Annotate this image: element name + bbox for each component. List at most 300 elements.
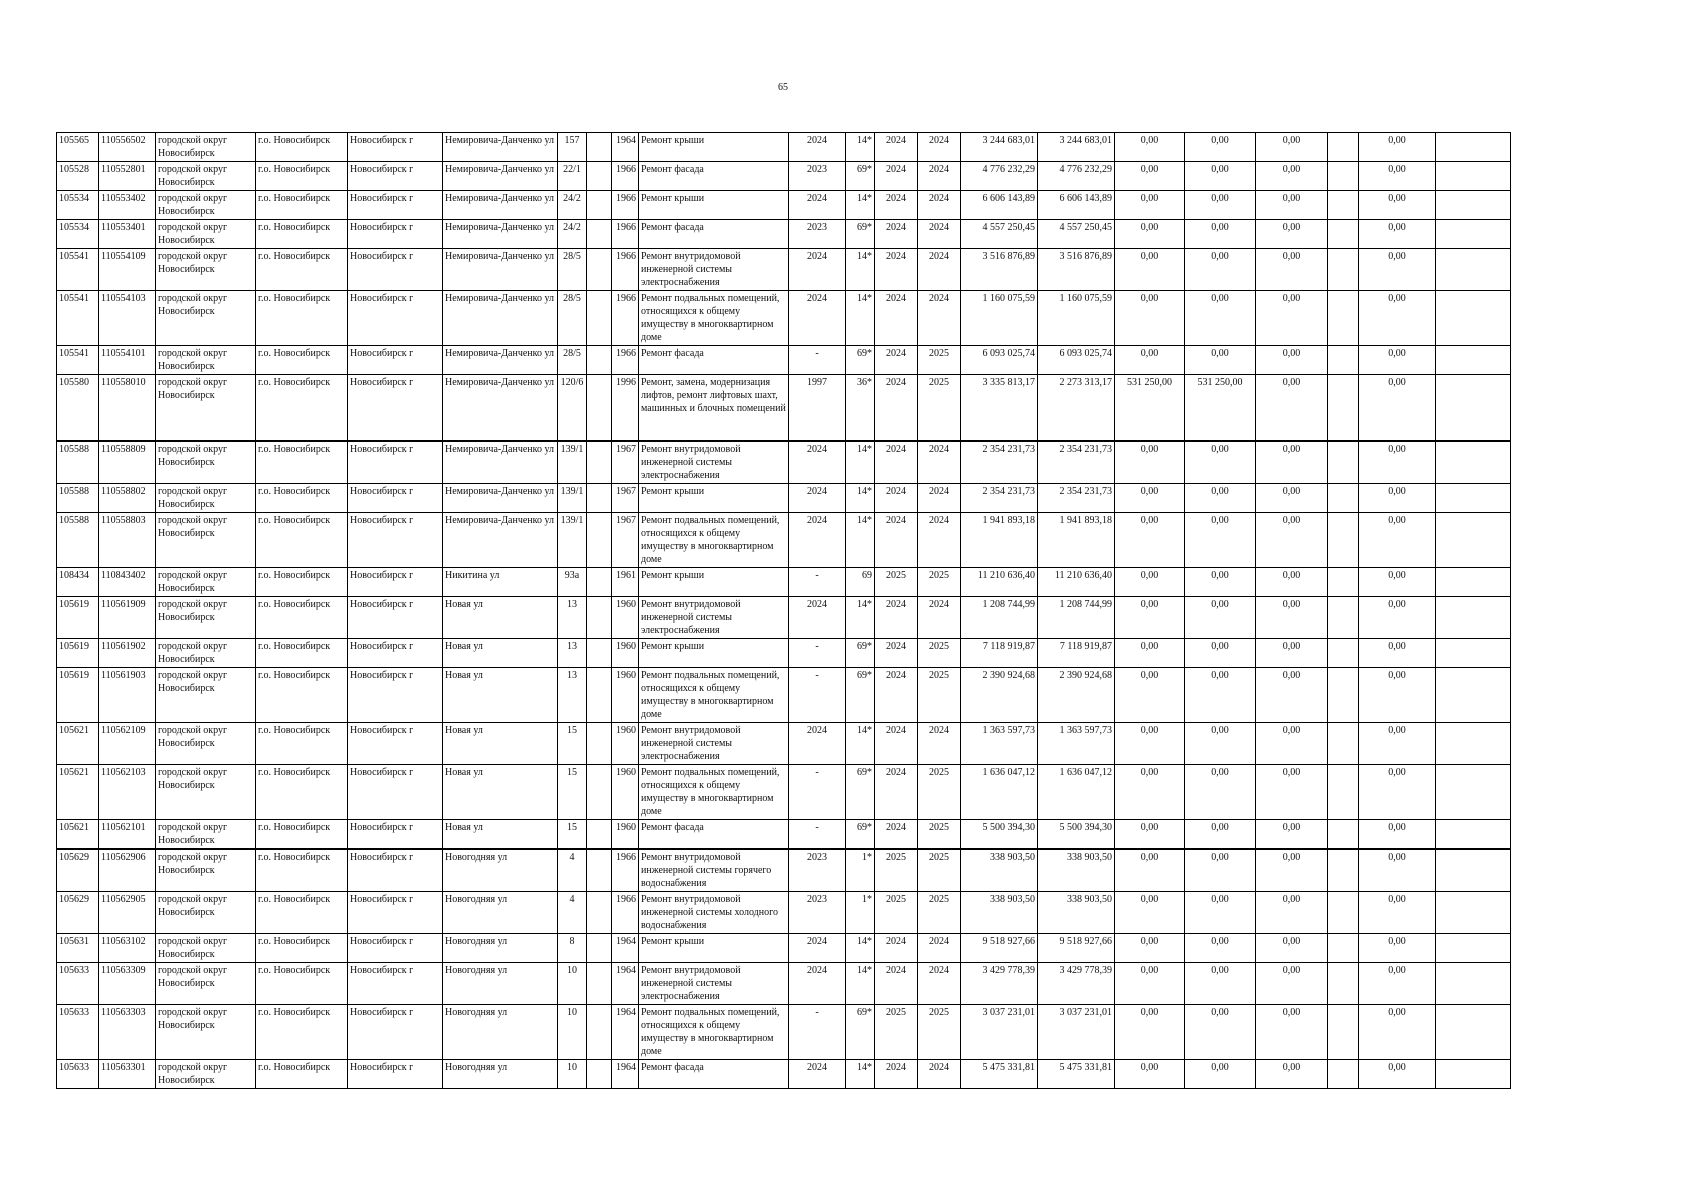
cell-reserve xyxy=(1328,249,1359,291)
cell-house-code: 105619 xyxy=(57,638,99,667)
cell-fund-amount: 338 903,50 xyxy=(1038,891,1115,933)
cell-last-repair-year: 2024 xyxy=(789,191,846,220)
cell-plan-year-start: 2025 xyxy=(875,891,918,933)
cell-plan-year-end: 2024 xyxy=(918,512,961,567)
cell-plan-year-start: 2024 xyxy=(875,133,918,162)
cell-total-cost: 3 335 813,17 xyxy=(961,375,1038,441)
cell-last-repair-year: 2023 xyxy=(789,849,846,892)
cell-plan-year-end: 2024 xyxy=(918,483,961,512)
cell-note xyxy=(1436,1059,1511,1088)
cell-house-number: 139/1 xyxy=(558,512,587,567)
table-row xyxy=(57,962,1511,1004)
cell-fund-amount: 1 208 744,99 xyxy=(1038,596,1115,638)
cell-locality: Новосибирск г xyxy=(348,291,443,346)
cell-urban-district: г.о. Новосибирск xyxy=(256,220,348,249)
cell-federal-amount: 0,00 xyxy=(1115,162,1185,191)
cell-federal-amount: 0,00 xyxy=(1115,849,1185,892)
cell-note xyxy=(1436,512,1511,567)
cell-local-amount: 0,00 xyxy=(1256,291,1328,346)
cell-fund-amount: 3 516 876,89 xyxy=(1038,249,1115,291)
cell-plan-year-start: 2024 xyxy=(875,249,918,291)
cell-urban-district: г.о. Новосибирск xyxy=(256,638,348,667)
cell-street: Новогодняя ул xyxy=(443,962,558,1004)
cell-last-repair-year: 2024 xyxy=(789,441,846,484)
cell-fund-amount: 1 160 075,59 xyxy=(1038,291,1115,346)
cell-federal-amount: 0,00 xyxy=(1115,891,1185,933)
cell-work-code: 110561909 xyxy=(99,596,156,638)
cell-house-code: 105619 xyxy=(57,596,99,638)
cell-note xyxy=(1436,441,1511,484)
cell-building xyxy=(587,191,612,220)
cell-note xyxy=(1436,1004,1511,1059)
cell-urban-district: г.о. Новосибирск xyxy=(256,596,348,638)
cell-work-code: 110558802 xyxy=(99,483,156,512)
cell-owners-amount: 0,00 xyxy=(1359,162,1436,191)
cell-wear-level: 14* xyxy=(846,933,875,962)
cell-work-type: Ремонт внутридомовой инженерной системы электроснабжения xyxy=(639,249,789,291)
cell-street: Немировича-Данченко ул xyxy=(443,162,558,191)
cell-owners-amount: 0,00 xyxy=(1359,220,1436,249)
cell-house-code: 105631 xyxy=(57,933,99,962)
cell-last-repair-year: 2024 xyxy=(789,596,846,638)
table-row xyxy=(57,1004,1511,1059)
cell-building xyxy=(587,764,612,819)
cell-wear-level: 69* xyxy=(846,819,875,849)
cell-house-code: 105629 xyxy=(57,891,99,933)
cell-construction-year: 1964 xyxy=(612,962,639,1004)
cell-fund-amount: 6 606 143,89 xyxy=(1038,191,1115,220)
cell-fund-amount: 4 557 250,45 xyxy=(1038,220,1115,249)
cell-note xyxy=(1436,891,1511,933)
cell-wear-level: 14* xyxy=(846,512,875,567)
cell-total-cost: 6 606 143,89 xyxy=(961,191,1038,220)
cell-total-cost: 338 903,50 xyxy=(961,891,1038,933)
cell-plan-year-end: 2024 xyxy=(918,162,961,191)
cell-locality: Новосибирск г xyxy=(348,220,443,249)
registry-body xyxy=(57,133,1511,1089)
repair-registry-table xyxy=(56,132,1511,1089)
table-row xyxy=(57,933,1511,962)
cell-fund-amount: 1 636 047,12 xyxy=(1038,764,1115,819)
cell-note xyxy=(1436,220,1511,249)
cell-federal-amount: 531 250,00 xyxy=(1115,375,1185,441)
cell-reserve xyxy=(1328,567,1359,596)
cell-reserve xyxy=(1328,596,1359,638)
cell-building xyxy=(587,849,612,892)
cell-federal-amount: 0,00 xyxy=(1115,483,1185,512)
table-row xyxy=(57,667,1511,722)
cell-reserve xyxy=(1328,1059,1359,1088)
cell-note xyxy=(1436,819,1511,849)
cell-street: Новая ул xyxy=(443,596,558,638)
cell-plan-year-end: 2024 xyxy=(918,249,961,291)
cell-locality: Новосибирск г xyxy=(348,567,443,596)
cell-local-amount: 0,00 xyxy=(1256,596,1328,638)
cell-owners-amount: 0,00 xyxy=(1359,483,1436,512)
cell-locality: Новосибирск г xyxy=(348,162,443,191)
cell-house-code: 105534 xyxy=(57,220,99,249)
cell-work-type: Ремонт фасада xyxy=(639,346,789,375)
cell-street: Немировича-Данченко ул xyxy=(443,375,558,441)
cell-federal-amount: 0,00 xyxy=(1115,596,1185,638)
cell-reserve xyxy=(1328,1004,1359,1059)
cell-locality: Новосибирск г xyxy=(348,512,443,567)
cell-urban-district: г.о. Новосибирск xyxy=(256,291,348,346)
table-row xyxy=(57,764,1511,819)
cell-fund-amount: 6 093 025,74 xyxy=(1038,346,1115,375)
cell-wear-level: 14* xyxy=(846,1059,875,1088)
cell-regional-amount: 0,00 xyxy=(1185,291,1256,346)
cell-construction-year: 1964 xyxy=(612,1059,639,1088)
cell-note xyxy=(1436,933,1511,962)
cell-house-code: 105541 xyxy=(57,346,99,375)
cell-building xyxy=(587,1059,612,1088)
cell-local-amount: 0,00 xyxy=(1256,933,1328,962)
cell-municipality: городской округ Новосибирск xyxy=(156,291,256,346)
cell-wear-level: 69* xyxy=(846,667,875,722)
cell-owners-amount: 0,00 xyxy=(1359,962,1436,1004)
cell-federal-amount: 0,00 xyxy=(1115,1059,1185,1088)
cell-construction-year: 1966 xyxy=(612,291,639,346)
cell-note xyxy=(1436,638,1511,667)
cell-note xyxy=(1436,133,1511,162)
cell-urban-district: г.о. Новосибирск xyxy=(256,162,348,191)
cell-plan-year-end: 2025 xyxy=(918,819,961,849)
cell-federal-amount: 0,00 xyxy=(1115,1004,1185,1059)
cell-work-code: 110561902 xyxy=(99,638,156,667)
cell-total-cost: 2 390 924,68 xyxy=(961,667,1038,722)
cell-regional-amount: 0,00 xyxy=(1185,638,1256,667)
cell-note xyxy=(1436,483,1511,512)
cell-plan-year-start: 2024 xyxy=(875,291,918,346)
table-row xyxy=(57,162,1511,191)
cell-building xyxy=(587,1004,612,1059)
cell-note xyxy=(1436,962,1511,1004)
cell-house-number: 139/1 xyxy=(558,441,587,484)
cell-house-number: 28/5 xyxy=(558,249,587,291)
cell-work-code: 110558809 xyxy=(99,441,156,484)
cell-locality: Новосибирск г xyxy=(348,667,443,722)
cell-note xyxy=(1436,249,1511,291)
table-row xyxy=(57,849,1511,892)
cell-locality: Новосибирск г xyxy=(348,1059,443,1088)
cell-locality: Новосибирск г xyxy=(348,962,443,1004)
cell-total-cost: 5 500 394,30 xyxy=(961,819,1038,849)
cell-work-code: 110558010 xyxy=(99,375,156,441)
cell-house-code: 105588 xyxy=(57,483,99,512)
cell-federal-amount: 0,00 xyxy=(1115,220,1185,249)
cell-reserve xyxy=(1328,375,1359,441)
cell-plan-year-start: 2024 xyxy=(875,346,918,375)
cell-local-amount: 0,00 xyxy=(1256,249,1328,291)
cell-house-number: 93а xyxy=(558,567,587,596)
cell-urban-district: г.о. Новосибирск xyxy=(256,667,348,722)
cell-plan-year-start: 2024 xyxy=(875,596,918,638)
cell-wear-level: 69* xyxy=(846,1004,875,1059)
cell-municipality: городской округ Новосибирск xyxy=(156,162,256,191)
table-row xyxy=(57,819,1511,849)
cell-local-amount: 0,00 xyxy=(1256,567,1328,596)
cell-fund-amount: 3 244 683,01 xyxy=(1038,133,1115,162)
cell-local-amount: 0,00 xyxy=(1256,133,1328,162)
cell-work-type: Ремонт фасада xyxy=(639,220,789,249)
cell-total-cost: 338 903,50 xyxy=(961,849,1038,892)
cell-owners-amount: 0,00 xyxy=(1359,567,1436,596)
cell-plan-year-end: 2025 xyxy=(918,891,961,933)
cell-plan-year-start: 2024 xyxy=(875,220,918,249)
table-row xyxy=(57,220,1511,249)
cell-work-type: Ремонт подвальных помещений, относящихся к общему имуществу в многоквартирном доме xyxy=(639,764,789,819)
cell-reserve xyxy=(1328,638,1359,667)
cell-work-code: 110843402 xyxy=(99,567,156,596)
table-row xyxy=(57,638,1511,667)
cell-street: Новогодняя ул xyxy=(443,1004,558,1059)
cell-house-code: 105621 xyxy=(57,722,99,764)
cell-urban-district: г.о. Новосибирск xyxy=(256,346,348,375)
cell-total-cost: 1 636 047,12 xyxy=(961,764,1038,819)
cell-work-type: Ремонт крыши xyxy=(639,933,789,962)
cell-construction-year: 1967 xyxy=(612,512,639,567)
cell-house-number: 15 xyxy=(558,819,587,849)
cell-fund-amount: 1 941 893,18 xyxy=(1038,512,1115,567)
cell-house-number: 28/5 xyxy=(558,291,587,346)
cell-municipality: городской округ Новосибирск xyxy=(156,596,256,638)
cell-construction-year: 1967 xyxy=(612,483,639,512)
cell-last-repair-year: 2024 xyxy=(789,249,846,291)
cell-owners-amount: 0,00 xyxy=(1359,849,1436,892)
table-row xyxy=(57,483,1511,512)
cell-house-number: 10 xyxy=(558,962,587,1004)
cell-regional-amount: 0,00 xyxy=(1185,819,1256,849)
cell-house-number: 10 xyxy=(558,1059,587,1088)
cell-locality: Новосибирск г xyxy=(348,596,443,638)
cell-work-type: Ремонт фасада xyxy=(639,1059,789,1088)
cell-owners-amount: 0,00 xyxy=(1359,933,1436,962)
cell-owners-amount: 0,00 xyxy=(1359,191,1436,220)
cell-reserve xyxy=(1328,291,1359,346)
cell-total-cost: 1 208 744,99 xyxy=(961,596,1038,638)
cell-work-type: Ремонт внутридомовой инженерной системы электроснабжения xyxy=(639,962,789,1004)
cell-urban-district: г.о. Новосибирск xyxy=(256,567,348,596)
cell-work-type: Ремонт крыши xyxy=(639,567,789,596)
cell-fund-amount: 9 518 927,66 xyxy=(1038,933,1115,962)
cell-urban-district: г.о. Новосибирск xyxy=(256,849,348,892)
cell-building xyxy=(587,638,612,667)
cell-building xyxy=(587,891,612,933)
cell-plan-year-end: 2024 xyxy=(918,1059,961,1088)
cell-plan-year-end: 2025 xyxy=(918,764,961,819)
cell-federal-amount: 0,00 xyxy=(1115,249,1185,291)
cell-owners-amount: 0,00 xyxy=(1359,764,1436,819)
cell-plan-year-start: 2024 xyxy=(875,667,918,722)
cell-fund-amount: 5 500 394,30 xyxy=(1038,819,1115,849)
cell-wear-level: 69* xyxy=(846,764,875,819)
cell-last-repair-year: 2024 xyxy=(789,483,846,512)
cell-owners-amount: 0,00 xyxy=(1359,441,1436,484)
cell-building xyxy=(587,220,612,249)
cell-work-code: 110554101 xyxy=(99,346,156,375)
cell-street: Новая ул xyxy=(443,638,558,667)
cell-street: Новогодняя ул xyxy=(443,933,558,962)
cell-wear-level: 69* xyxy=(846,162,875,191)
cell-regional-amount: 0,00 xyxy=(1185,849,1256,892)
cell-fund-amount: 2 354 231,73 xyxy=(1038,483,1115,512)
cell-building xyxy=(587,162,612,191)
cell-local-amount: 0,00 xyxy=(1256,962,1328,1004)
cell-wear-level: 14* xyxy=(846,133,875,162)
cell-house-number: 13 xyxy=(558,596,587,638)
table-row xyxy=(57,249,1511,291)
cell-plan-year-start: 2024 xyxy=(875,933,918,962)
cell-regional-amount: 0,00 xyxy=(1185,891,1256,933)
cell-reserve xyxy=(1328,667,1359,722)
cell-locality: Новосибирск г xyxy=(348,849,443,892)
cell-house-code: 105580 xyxy=(57,375,99,441)
cell-regional-amount: 0,00 xyxy=(1185,1004,1256,1059)
cell-street: Новая ул xyxy=(443,722,558,764)
cell-local-amount: 0,00 xyxy=(1256,162,1328,191)
cell-urban-district: г.о. Новосибирск xyxy=(256,441,348,484)
cell-owners-amount: 0,00 xyxy=(1359,722,1436,764)
cell-fund-amount: 3 429 778,39 xyxy=(1038,962,1115,1004)
cell-house-code: 105565 xyxy=(57,133,99,162)
cell-reserve xyxy=(1328,346,1359,375)
cell-house-number: 4 xyxy=(558,891,587,933)
cell-construction-year: 1960 xyxy=(612,638,639,667)
cell-last-repair-year: - xyxy=(789,638,846,667)
cell-plan-year-start: 2025 xyxy=(875,849,918,892)
cell-plan-year-end: 2024 xyxy=(918,962,961,1004)
cell-building xyxy=(587,722,612,764)
cell-municipality: городской округ Новосибирск xyxy=(156,722,256,764)
cell-local-amount: 0,00 xyxy=(1256,819,1328,849)
cell-federal-amount: 0,00 xyxy=(1115,346,1185,375)
cell-municipality: городской округ Новосибирск xyxy=(156,375,256,441)
cell-municipality: городской округ Новосибирск xyxy=(156,191,256,220)
cell-wear-level: 14* xyxy=(846,483,875,512)
cell-urban-district: г.о. Новосибирск xyxy=(256,191,348,220)
cell-wear-level: 69 xyxy=(846,567,875,596)
cell-construction-year: 1964 xyxy=(612,933,639,962)
cell-wear-level: 1* xyxy=(846,849,875,892)
cell-municipality: городской округ Новосибирск xyxy=(156,441,256,484)
cell-regional-amount: 0,00 xyxy=(1185,933,1256,962)
cell-local-amount: 0,00 xyxy=(1256,220,1328,249)
cell-work-code: 110563309 xyxy=(99,962,156,1004)
cell-building xyxy=(587,441,612,484)
cell-construction-year: 1960 xyxy=(612,596,639,638)
cell-house-number: 24/2 xyxy=(558,220,587,249)
cell-local-amount: 0,00 xyxy=(1256,849,1328,892)
cell-locality: Новосибирск г xyxy=(348,1004,443,1059)
cell-building xyxy=(587,962,612,1004)
cell-local-amount: 0,00 xyxy=(1256,1059,1328,1088)
cell-work-type: Ремонт крыши xyxy=(639,191,789,220)
cell-regional-amount: 0,00 xyxy=(1185,441,1256,484)
cell-fund-amount: 2 273 313,17 xyxy=(1038,375,1115,441)
cell-street: Немировича-Данченко ул xyxy=(443,483,558,512)
cell-construction-year: 1966 xyxy=(612,249,639,291)
cell-last-repair-year: 2023 xyxy=(789,162,846,191)
table-row xyxy=(57,722,1511,764)
cell-owners-amount: 0,00 xyxy=(1359,512,1436,567)
cell-work-code: 110552801 xyxy=(99,162,156,191)
cell-work-code: 110554103 xyxy=(99,291,156,346)
cell-work-type: Ремонт крыши xyxy=(639,133,789,162)
cell-street: Немировича-Данченко ул xyxy=(443,191,558,220)
cell-work-code: 110562109 xyxy=(99,722,156,764)
cell-reserve xyxy=(1328,962,1359,1004)
cell-local-amount: 0,00 xyxy=(1256,441,1328,484)
cell-plan-year-end: 2024 xyxy=(918,933,961,962)
cell-plan-year-end: 2025 xyxy=(918,346,961,375)
cell-work-type: Ремонт фасада xyxy=(639,162,789,191)
cell-construction-year: 1996 xyxy=(612,375,639,441)
cell-work-type: Ремонт внутридомовой инженерной системы электроснабжения xyxy=(639,441,789,484)
cell-urban-district: г.о. Новосибирск xyxy=(256,512,348,567)
cell-plan-year-start: 2024 xyxy=(875,483,918,512)
cell-house-number: 15 xyxy=(558,722,587,764)
cell-building xyxy=(587,667,612,722)
table-row xyxy=(57,596,1511,638)
cell-regional-amount: 0,00 xyxy=(1185,667,1256,722)
cell-urban-district: г.о. Новосибирск xyxy=(256,133,348,162)
cell-construction-year: 1964 xyxy=(612,133,639,162)
cell-house-code: 108434 xyxy=(57,567,99,596)
cell-regional-amount: 0,00 xyxy=(1185,596,1256,638)
cell-municipality: городской округ Новосибирск xyxy=(156,962,256,1004)
cell-house-number: 10 xyxy=(558,1004,587,1059)
cell-federal-amount: 0,00 xyxy=(1115,764,1185,819)
cell-construction-year: 1966 xyxy=(612,346,639,375)
table-row xyxy=(57,567,1511,596)
cell-locality: Новосибирск г xyxy=(348,819,443,849)
cell-owners-amount: 0,00 xyxy=(1359,819,1436,849)
cell-work-code: 110558803 xyxy=(99,512,156,567)
cell-municipality: городской округ Новосибирск xyxy=(156,638,256,667)
cell-municipality: городской округ Новосибирск xyxy=(156,133,256,162)
cell-work-code: 110562906 xyxy=(99,849,156,892)
cell-building xyxy=(587,346,612,375)
cell-plan-year-start: 2024 xyxy=(875,441,918,484)
cell-house-code: 105621 xyxy=(57,764,99,819)
cell-house-number: 28/5 xyxy=(558,346,587,375)
cell-fund-amount: 338 903,50 xyxy=(1038,849,1115,892)
cell-owners-amount: 0,00 xyxy=(1359,346,1436,375)
cell-house-code: 105541 xyxy=(57,249,99,291)
cell-federal-amount: 0,00 xyxy=(1115,638,1185,667)
cell-local-amount: 0,00 xyxy=(1256,667,1328,722)
cell-note xyxy=(1436,596,1511,638)
cell-owners-amount: 0,00 xyxy=(1359,133,1436,162)
cell-local-amount: 0,00 xyxy=(1256,346,1328,375)
cell-urban-district: г.о. Новосибирск xyxy=(256,764,348,819)
cell-municipality: городской округ Новосибирск xyxy=(156,249,256,291)
cell-total-cost: 2 354 231,73 xyxy=(961,483,1038,512)
cell-regional-amount: 0,00 xyxy=(1185,567,1256,596)
cell-house-number: 157 xyxy=(558,133,587,162)
cell-municipality: городской округ Новосибирск xyxy=(156,512,256,567)
cell-municipality: городской округ Новосибирск xyxy=(156,567,256,596)
cell-fund-amount: 1 363 597,73 xyxy=(1038,722,1115,764)
cell-work-type: Ремонт подвальных помещений, относящихся к общему имуществу в многоквартирном доме xyxy=(639,512,789,567)
cell-house-number: 139/1 xyxy=(558,483,587,512)
cell-wear-level: 69* xyxy=(846,346,875,375)
table-row xyxy=(57,291,1511,346)
cell-construction-year: 1966 xyxy=(612,220,639,249)
cell-reserve xyxy=(1328,162,1359,191)
cell-urban-district: г.о. Новосибирск xyxy=(256,249,348,291)
